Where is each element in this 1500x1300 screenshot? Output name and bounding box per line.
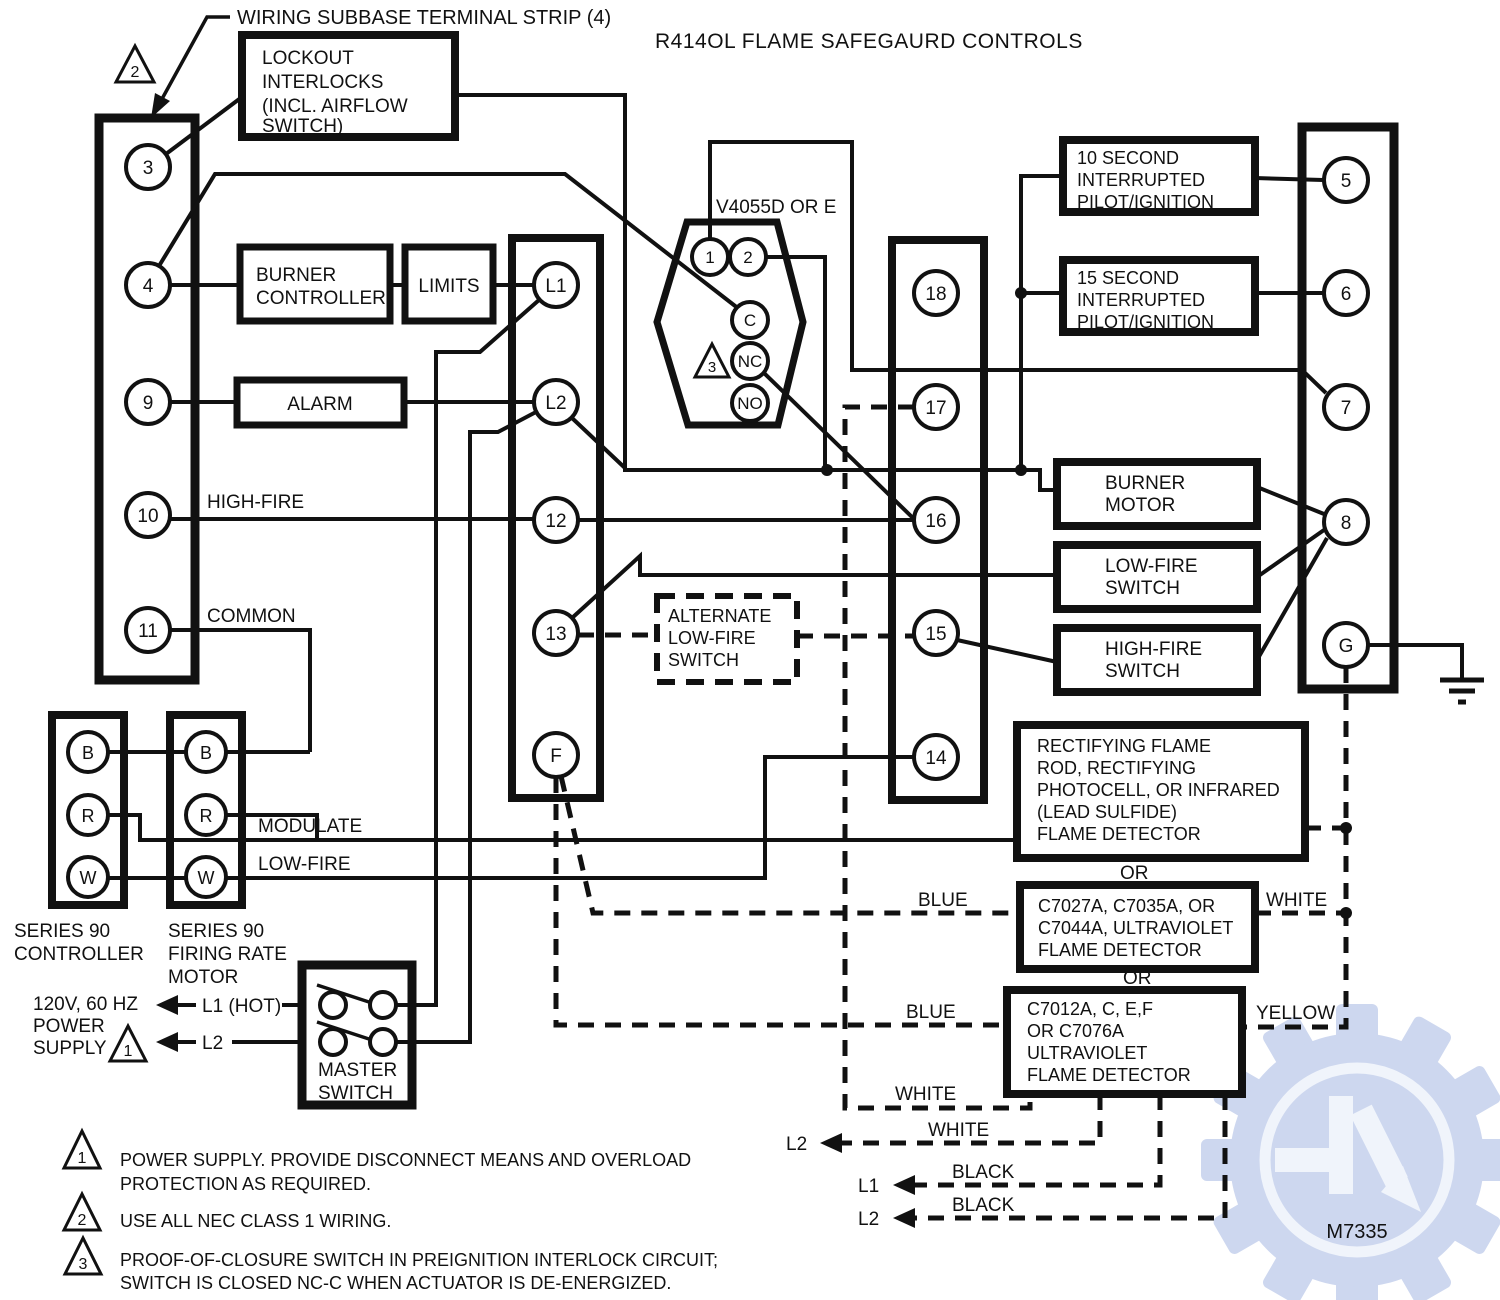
svg-text:PROOF-OF-CLOSURE SWITCH IN PRE: PROOF-OF-CLOSURE SWITCH IN PREIGNITION INTERLOCK CIRCUIT;	[120, 1250, 719, 1270]
l1-black-arrow-label: L1	[858, 1176, 880, 1197]
valve-NO-label: NO	[737, 394, 763, 413]
l2-power-label: L2	[202, 1033, 224, 1054]
svg-text:INTERRUPTED: INTERRUPTED	[1077, 290, 1206, 310]
terminal-L1	[534, 263, 578, 307]
terminal-16-label: 16	[925, 511, 947, 532]
terminal-15	[914, 611, 958, 655]
svg-text:SWITCH IS CLOSED NC-C WHEN ACT: SWITCH IS CLOSED NC-C WHEN ACTUATOR IS DE-ENERGIZED.	[120, 1273, 672, 1293]
black-label-2: BLACK	[952, 1195, 1015, 1216]
svg-text:LOCKOUT: LOCKOUT	[262, 48, 354, 69]
terminal-12-label: 12	[545, 511, 567, 532]
valve-terminal-NC	[732, 343, 768, 379]
terminal-G-label: G	[1338, 636, 1354, 657]
svg-text:HIGH-FIRE: HIGH-FIRE	[1105, 639, 1203, 660]
valve-NC-label: NC	[737, 352, 763, 371]
terminal-3-label: 3	[142, 158, 154, 179]
note-flag-2-label: 2	[77, 1212, 87, 1229]
motor-W-label: W	[197, 868, 215, 888]
svg-text:SWITCH): SWITCH)	[262, 116, 344, 137]
svg-text:SWITCH: SWITCH	[318, 1083, 393, 1104]
subbase-note: WIRING SUBBASE TERMINAL STRIP (4)	[237, 7, 612, 29]
leader-line-subbase	[157, 17, 230, 108]
black-label-1: BLACK	[952, 1162, 1015, 1183]
junction-dot	[1015, 464, 1027, 476]
terminal-5-label: 5	[1340, 171, 1352, 192]
note-flag-2	[64, 1194, 100, 1230]
svg-text:MOTOR: MOTOR	[168, 967, 239, 988]
controller-W-label: W	[79, 868, 97, 888]
svg-text:C7044A, ULTRAVIOLET: C7044A, ULTRAVIOLET	[1038, 918, 1234, 938]
svg-text:PHOTOCELL, OR INFRARED: PHOTOCELL, OR INFRARED	[1037, 780, 1280, 800]
valve-C-label: C	[743, 311, 757, 330]
motor-terminal-R	[186, 795, 226, 835]
svg-text:POWER: POWER	[33, 1016, 105, 1037]
svg-text:SERIES 90: SERIES 90	[168, 921, 265, 942]
white-label-2: WHITE	[928, 1120, 990, 1141]
valve-label: V4055D OR E	[716, 197, 837, 218]
alarm-label: ALARM	[287, 394, 353, 415]
svg-text:ULTRAVIOLET: ULTRAVIOLET	[1027, 1043, 1148, 1063]
controller-R-label: R	[81, 806, 95, 826]
terminal-15-label: 15	[925, 624, 947, 645]
valve-1-label: 1	[705, 248, 715, 267]
terminal-12	[534, 498, 578, 542]
svg-text:MOTOR: MOTOR	[1105, 495, 1176, 516]
svg-text:C7027A, C7035A, OR: C7027A, C7035A, OR	[1038, 896, 1216, 916]
controller-B-label: B	[81, 743, 95, 763]
yellow-label: YELLOW	[1256, 1003, 1336, 1024]
terminal-5	[1324, 158, 1368, 202]
limits-label: LIMITS	[418, 276, 480, 297]
svg-text:FLAME DETECTOR: FLAME DETECTOR	[1027, 1065, 1191, 1085]
l2-white-arrow-label: L2	[786, 1134, 808, 1155]
low-fire-label: LOW-FIRE	[258, 854, 351, 875]
arrowhead-l1-hot	[156, 995, 178, 1015]
burner-motor-box	[1057, 462, 1257, 526]
svg-text:10 SECOND: 10 SECOND	[1077, 148, 1180, 168]
svg-text:SWITCH: SWITCH	[1105, 661, 1180, 682]
terminal-7	[1324, 385, 1368, 429]
terminal-F-label: F	[550, 746, 562, 767]
flag-1	[110, 1026, 146, 1061]
terminal-G	[1324, 623, 1368, 667]
motor-terminal-B	[186, 732, 226, 772]
svg-text:SWITCH: SWITCH	[668, 650, 739, 670]
flag-1-label: 1	[123, 1043, 133, 1060]
low-fire-switch-box	[1057, 545, 1257, 609]
svg-text:LOW-FIRE: LOW-FIRE	[1105, 556, 1198, 577]
motor-R-label: R	[199, 806, 213, 826]
svg-text:PILOT/IGNITION: PILOT/IGNITION	[1077, 312, 1215, 332]
terminal-14-label: 14	[925, 748, 947, 769]
burner-motor-label	[1105, 473, 1185, 516]
modulate-label: MODULATE	[258, 816, 363, 837]
terminal-8	[1324, 500, 1368, 544]
motor-terminal-W	[186, 857, 226, 897]
motor-B-label: B	[199, 743, 213, 763]
junction-dot	[1340, 822, 1352, 834]
terminal-13	[534, 611, 578, 655]
terminal-11	[126, 608, 170, 652]
terminal-11-label: 11	[138, 621, 158, 642]
terminal-F	[534, 733, 578, 777]
series90-controller-label	[14, 921, 144, 965]
svg-text:(LEAD SULFIDE): (LEAD SULFIDE)	[1037, 802, 1178, 822]
high-fire-label: HIGH-FIRE	[207, 492, 305, 513]
terminal-L2	[534, 380, 578, 424]
l2-black-arrow-label: L2	[858, 1209, 880, 1230]
controller-terminal-W	[68, 857, 108, 897]
arrowhead-black-l1	[893, 1175, 915, 1195]
note-flag-1	[64, 1131, 100, 1168]
blue-label-1: BLUE	[918, 890, 968, 911]
junction-dot	[821, 464, 833, 476]
page-title: R414OL FLAME SAFEGAURD CONTROLS	[655, 30, 1083, 53]
svg-text:FIRING RATE: FIRING RATE	[168, 944, 287, 965]
terminal-L1-label: L1	[545, 276, 567, 297]
svg-text:SWITCH: SWITCH	[1105, 578, 1180, 599]
white-label-det2: WHITE	[1266, 890, 1328, 911]
svg-text:RECTIFYING FLAME: RECTIFYING FLAME	[1037, 736, 1212, 756]
high-fire-switch-box	[1057, 628, 1257, 692]
svg-text:15 SECOND: 15 SECOND	[1077, 268, 1180, 288]
terminal-13-label: 13	[545, 624, 567, 645]
terminal-7-label: 7	[1340, 398, 1352, 419]
terminal-10	[126, 493, 170, 537]
svg-text:PILOT/IGNITION: PILOT/IGNITION	[1077, 192, 1215, 212]
svg-text:MASTER: MASTER	[318, 1060, 398, 1081]
terminal-8-label: 8	[1340, 513, 1352, 534]
svg-text:SERIES 90: SERIES 90	[14, 921, 111, 942]
or-label-2: OR	[1123, 968, 1152, 989]
terminal-4	[126, 263, 170, 307]
doc-number: M7335	[1326, 1221, 1388, 1243]
svg-text:INTERRUPTED: INTERRUPTED	[1077, 170, 1206, 190]
flag-2	[116, 46, 154, 82]
terminal-14	[914, 735, 958, 779]
terminal-6	[1324, 271, 1368, 315]
white-label-1: WHITE	[895, 1084, 957, 1105]
controller-terminal-B	[68, 732, 108, 772]
note-flag-3-label: 3	[78, 1256, 88, 1273]
svg-text:OR C7076A: OR C7076A	[1027, 1021, 1125, 1041]
arrowhead-l2-power	[156, 1032, 178, 1052]
note-flag-1-label: 1	[77, 1150, 87, 1167]
svg-text:C7012A, C, E,F: C7012A, C, E,F	[1027, 999, 1154, 1019]
valve-terminal-1	[692, 239, 728, 275]
arrowhead-black-l2	[893, 1208, 915, 1228]
svg-text:BURNER: BURNER	[256, 265, 337, 286]
terminal-18	[914, 271, 958, 315]
junction-dot	[1340, 907, 1352, 919]
or-label-1: OR	[1120, 863, 1149, 884]
terminal-4-label: 4	[142, 276, 154, 297]
svg-text:SUPPLY: SUPPLY	[33, 1038, 107, 1059]
terminal-18-label: 18	[925, 284, 947, 305]
blue-label-2: BLUE	[906, 1002, 956, 1023]
svg-text:LOW-FIRE: LOW-FIRE	[668, 628, 756, 648]
valve-terminal-2	[730, 239, 766, 275]
junction-dot	[1015, 287, 1027, 299]
terminal-6-label: 6	[1340, 284, 1352, 305]
ground-icon	[1440, 680, 1484, 702]
flag-3-label: 3	[707, 359, 717, 376]
controller-terminal-R	[68, 795, 108, 835]
terminal-16	[914, 498, 958, 542]
terminal-9-label: 9	[142, 393, 154, 414]
terminal-10-label: 10	[137, 506, 159, 527]
svg-text:(INCL. AIRFLOW: (INCL. AIRFLOW	[262, 96, 408, 117]
note-flag-3	[65, 1238, 101, 1274]
svg-text:ROD, RECTIFYING: ROD, RECTIFYING	[1037, 758, 1197, 778]
flag-2-label: 2	[130, 64, 140, 81]
svg-text:CONTROLLER: CONTROLLER	[14, 944, 144, 965]
svg-text:USE ALL NEC CLASS 1 WIRING.: USE ALL NEC CLASS 1 WIRING.	[120, 1211, 392, 1231]
svg-text:FLAME DETECTOR: FLAME DETECTOR	[1037, 824, 1201, 844]
l1-hot-label: L1 (HOT)	[202, 996, 282, 1017]
valve-2-label: 2	[743, 248, 753, 267]
svg-text:PROTECTION AS REQUIRED.: PROTECTION AS REQUIRED.	[120, 1174, 372, 1194]
notes-block	[120, 1150, 718, 1293]
svg-text:POWER SUPPLY. PROVIDE DISCONNE: POWER SUPPLY. PROVIDE DISCONNECT MEANS AND OVERLOAD	[120, 1150, 692, 1170]
terminal-3	[126, 145, 170, 189]
svg-text:INTERLOCKS: INTERLOCKS	[262, 72, 384, 93]
terminal-17-label: 17	[925, 398, 947, 419]
terminal-L2-label: L2	[545, 393, 567, 414]
valve-terminal-C	[732, 302, 768, 338]
series90-motor-label	[168, 921, 287, 988]
valve-terminal-NO	[732, 385, 768, 421]
arrowhead-white-l2	[820, 1133, 842, 1153]
terminal-9	[126, 380, 170, 424]
common-label: COMMON	[207, 606, 296, 627]
svg-text:CONTROLLER: CONTROLLER	[256, 288, 386, 309]
svg-text:BURNER: BURNER	[1105, 473, 1186, 494]
svg-text:ALTERNATE: ALTERNATE	[668, 606, 772, 626]
terminal-17	[914, 385, 958, 429]
svg-text:FLAME DETECTOR: FLAME DETECTOR	[1038, 940, 1202, 960]
svg-text:120V, 60 HZ: 120V, 60 HZ	[33, 994, 138, 1015]
